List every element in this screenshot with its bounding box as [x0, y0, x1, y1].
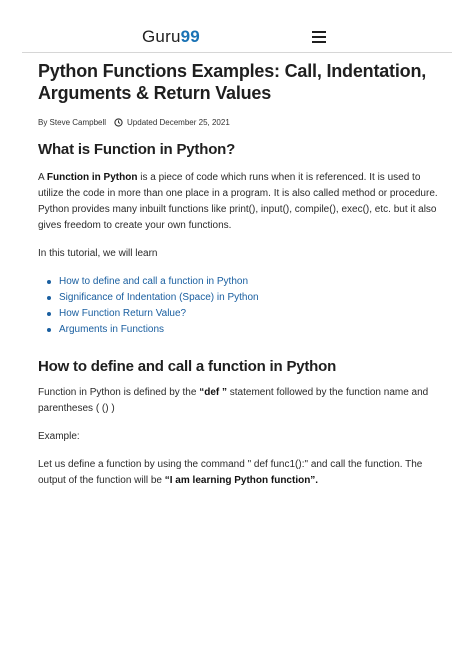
- section-heading-define-call: How to define and call a function in Python: [38, 358, 337, 375]
- bold-def: “def ”: [199, 387, 227, 398]
- tutorial-intro: In this tutorial, we will learn: [38, 248, 158, 259]
- hamburger-icon[interactable]: [312, 31, 328, 43]
- bold-term: Function in Python: [46, 172, 138, 183]
- toc-link-indentation[interactable]: Significance of Indentation (Space) in Python: [59, 292, 259, 303]
- intro-paragraph: A Function in Python is a piece of code which runs when it is referenced. It is used to utilize the code in more than one place in a program. It is also called method or procedure. Python provides many inbuilt functions like print(), input(), compile(), exec(), etc. but it also gives freedom to create your own functions.: [38, 172, 438, 231]
- toc-link-define-call[interactable]: How to define and call a function in Python: [59, 276, 249, 287]
- author-byline: By Steve Campbell: [38, 117, 107, 127]
- toc-link-arguments[interactable]: Arguments in Functions: [59, 324, 165, 335]
- site-logo[interactable]: [142, 27, 200, 47]
- list-item: [47, 306, 438, 322]
- logo-text: Guru: [142, 27, 181, 46]
- updated-date: Updated December 25, 2021: [127, 117, 230, 127]
- list-item: [47, 290, 438, 306]
- clock-icon: [114, 118, 123, 127]
- article: [38, 60, 438, 489]
- example-label: Example:: [38, 431, 80, 442]
- logo-number: 99: [180, 27, 200, 46]
- toc-list: [38, 274, 438, 338]
- article-meta: [38, 116, 438, 128]
- toc-link-return-value[interactable]: How Function Return Value?: [59, 308, 187, 319]
- site-header: [22, 24, 452, 53]
- page-title: Python Functions Examples: Call, Indentation, Arguments & Return Values: [38, 61, 427, 103]
- bold-output: “I am learning Python function”.: [164, 475, 319, 486]
- let-paragraph: Let us define a function by using the command " def func1():" and call the function. The output of the function will be “I am learning Python function”.: [38, 459, 423, 486]
- section-heading-what-is-function: What is Function in Python?: [38, 141, 236, 158]
- list-item: [47, 322, 438, 338]
- def-paragraph: Function in Python is defined by the “def ” statement followed by the function name and parentheses ( () ): [38, 387, 429, 414]
- list-item: [47, 274, 438, 290]
